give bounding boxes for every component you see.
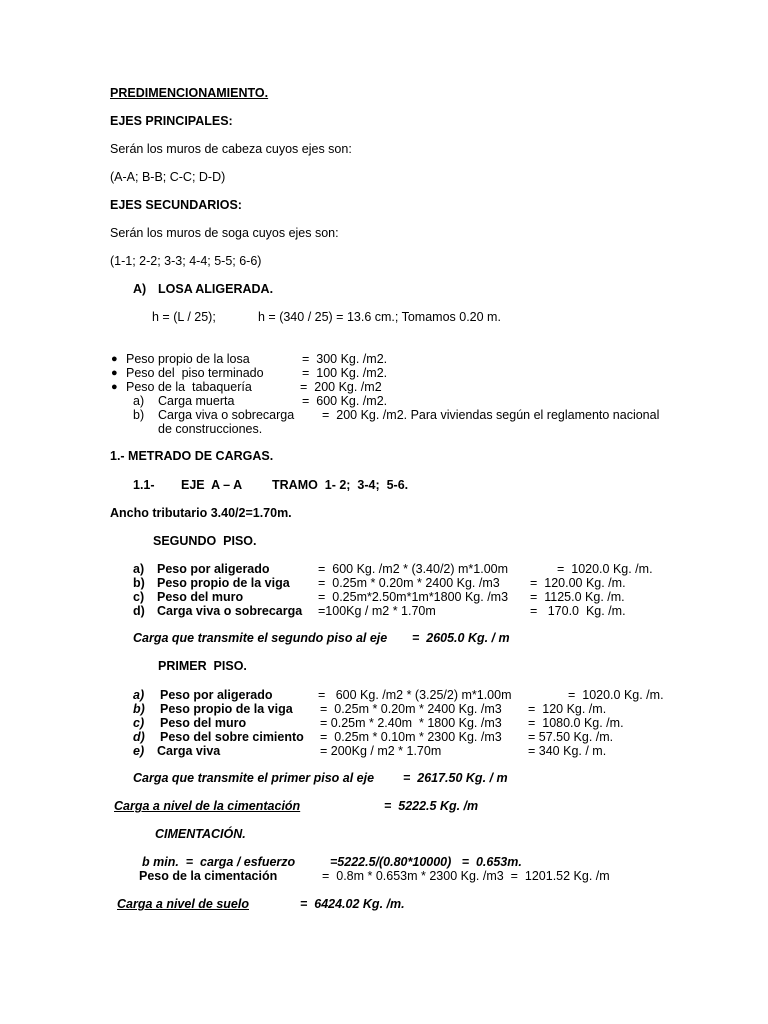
primer-row-label: Peso del muro [160,716,247,730]
primer-row-result: = 120 Kg. /m. [528,702,607,716]
losa-formula-2: h = (340 / 25) = 13.6 cm.; Tomamos 0.20 m. [258,310,501,324]
segundo-total-label: Carga que transmite el segundo piso al eje [133,631,388,645]
carga-suelo-label: Carga a nivel de suelo [117,897,249,911]
page-title: PREDIMENCIONAMIENTO. [110,86,269,100]
carga-suelo-value: = 6424.02 Kg. /m. [300,897,405,911]
segundo-row-label: Peso por aligerado [157,562,270,576]
losa-item-value: = 200 Kg. /m2. Para viviendas según el reglamento nacional [322,408,660,422]
primer-row-letter: e) [133,744,145,758]
ejes-principales-heading: EJES PRINCIPALES: [110,114,233,128]
primer-row-result: = 1020.0 Kg. /m. [568,688,664,702]
primer-row-formula: = 600 Kg. /m2 * (3.25/2) m*1.00m [318,688,512,702]
losa-bullet-value: = 300 Kg. /m2. [302,352,388,366]
primer-row-letter: d) [133,730,145,744]
losa-letter: A) [133,282,147,296]
ejes-secundarios-text: Serán los muros de soga cuyos ejes son: [110,226,339,240]
ejes-principales-list: (A-A; B-B; C-C; D-D) [110,170,226,184]
segundo-total-value: = 2605.0 Kg. / m [412,631,510,645]
primer-row-formula: = 0.25m * 2.40m * 1800 Kg. /m3 [320,716,502,730]
segundo-row-letter: a) [133,562,145,576]
bullet-icon: ● [111,367,118,379]
peso-cimentacion-value: = 0.8m * 0.653m * 2300 Kg. /m3 = 1201.52 Kg. /m [322,869,610,883]
primer-row-formula: = 200Kg / m2 * 1.70m [320,744,442,758]
ancho-tributario: Ancho tributario 3.40/2=1.70m. [110,506,292,520]
bmin-label: b min. = carga / esfuerzo [142,855,296,869]
segundo-row-formula: = 0.25m * 0.20m * 2400 Kg. /m3 [318,576,500,590]
cimentacion-heading: CIMENTACIÓN. [155,827,246,841]
primer-row-result: = 340 Kg. / m. [528,744,607,758]
segundo-row-result: = 1125.0 Kg. /m. [530,590,625,604]
losa-bullet-value: = 100 Kg. /m2. [302,366,388,380]
ejes-secundarios-heading: EJES SECUNDARIOS: [110,198,242,212]
losa-bullet-label: Peso del piso terminado [126,366,264,380]
metrado-sub-tramo: TRAMO 1- 2; 3-4; 5-6. [272,478,409,492]
primer-row-label: Peso propio de la viga [160,702,293,716]
losa-item-continuation: de construcciones. [158,422,263,436]
losa-heading: LOSA ALIGERADA. [158,282,274,296]
losa-item-label: Carga muerta [158,394,235,408]
metrado-heading: 1.- METRADO DE CARGAS. [110,449,274,463]
segundo-row-formula: = 600 Kg. /m2 * (3.40/2) m*1.00m [318,562,509,576]
losa-bullet-value: = 200 Kg. /m2 [300,380,382,394]
segundo-row-formula: =100Kg / m2 * 1.70m [318,604,436,618]
segundo-row-result: = 1020.0 Kg. /m. [557,562,653,576]
primer-row-letter: b) [133,702,145,716]
segundo-row-label: Carga viva o sobrecarga [157,604,303,618]
segundo-row-label: Peso propio de la viga [157,576,290,590]
ejes-secundarios-list: (1-1; 2-2; 3-3; 4-4; 5-5; 6-6) [110,254,262,268]
primer-total-value: = 2617.50 Kg. / m [403,771,508,785]
primer-row-label: Peso por aligerado [160,688,273,702]
carga-cimentacion-label: Carga a nivel de la cimentación [114,799,301,813]
bullet-icon: ● [111,381,118,393]
metrado-sub-eje: EJE A – A [181,478,243,492]
primer-row-formula: = 0.25m * 0.10m * 2300 Kg. /m3 [320,730,502,744]
losa-bullet-label: Peso propio de la losa [126,352,250,366]
segundo-row-formula: = 0.25m*2.50m*1m*1800 Kg. /m3 [318,590,509,604]
segundo-row-result: = 120.00 Kg. /m. [530,576,626,590]
losa-bullet-label: Peso de la tabaquería [126,380,252,394]
losa-item-value: = 600 Kg. /m2. [302,394,388,408]
metrado-sub-number: 1.1- [133,478,155,492]
segundo-row-letter: d) [133,604,145,618]
segundo-row-label: Peso del muro [157,590,244,604]
primer-row-label: Peso del sobre cimiento [160,730,304,744]
primer-total-label: Carga que transmite el primer piso al eje [133,771,375,785]
ejes-principales-text: Serán los muros de cabeza cuyos ejes son: [110,142,352,156]
primer-row-result: = 1080.0 Kg. /m. [528,716,624,730]
segundo-row-letter: c) [133,590,145,604]
primer-row-letter: c) [133,716,145,730]
primer-row-letter: a) [133,688,145,702]
bmin-value: =5222.5/(0.80*10000) = 0.653m. [330,855,522,869]
primer-row-label: Carga viva [157,744,221,758]
losa-formula-1: h = (L / 25); [152,310,216,324]
segundo-row-result: = 170.0 Kg. /m. [530,604,626,618]
primer-piso-heading: PRIMER PISO. [158,659,247,673]
peso-cimentacion-label: Peso de la cimentación [139,869,278,883]
losa-item-letter: a) [133,394,145,408]
primer-row-result: = 57.50 Kg. /m. [528,730,614,744]
segundo-row-letter: b) [133,576,145,590]
bullet-icon: ● [111,353,118,365]
losa-item-label: Carga viva o sobrecarga [158,408,295,422]
carga-cimentacion-value: = 5222.5 Kg. /m [384,799,479,813]
segundo-piso-heading: SEGUNDO PISO. [153,534,257,548]
losa-item-letter: b) [133,408,145,422]
primer-row-formula: = 0.25m * 0.20m * 2400 Kg. /m3 [320,702,502,716]
